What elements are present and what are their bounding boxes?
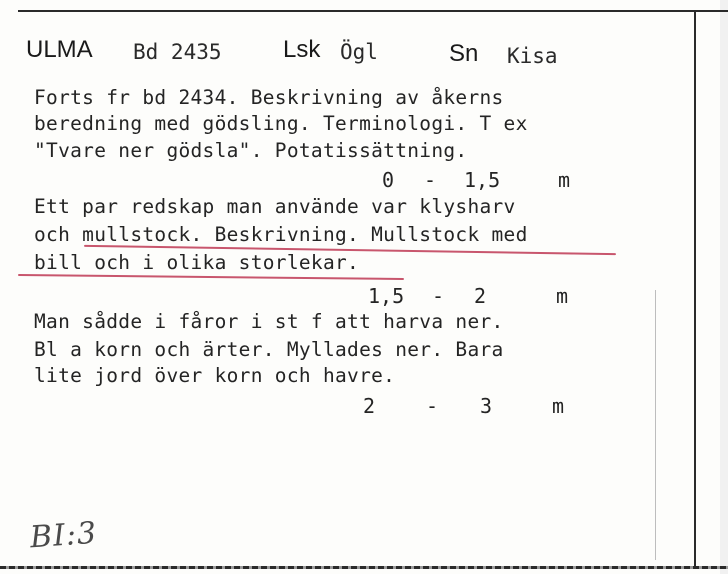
range-1-to: 1,5 [464, 168, 501, 192]
county-label: Lsk [283, 36, 321, 63]
range-3-from: 2 [363, 394, 376, 418]
parish-name: Kisa [507, 44, 558, 68]
range-3-dash: - [426, 394, 439, 418]
range-1-dash: - [424, 168, 437, 192]
archive-code: ULMA [26, 36, 93, 63]
text-line-9: lite jord över korn och havre. [34, 364, 396, 387]
right-border [694, 10, 696, 568]
text-line-1: Forts fr bd 2434. Beskrivning av åkerns [34, 86, 504, 109]
parish-label: Sn [449, 40, 479, 67]
bottom-border [0, 566, 728, 569]
text-line-8: Bl a korn och ärter. Myllades ner. Bara [34, 338, 504, 361]
range-3-to: 3 [480, 394, 493, 418]
text-line-6: bill och i olika storlekar. [34, 251, 360, 274]
handwritten-note: BI:3 [28, 515, 99, 556]
range-2-to: 2 [474, 284, 487, 308]
text-line-4: Ett par redskap man använde var klysharv [34, 195, 516, 218]
range-2-dash: - [432, 284, 445, 308]
range-1-from: 0 [382, 168, 395, 192]
county-value: Ögl [340, 40, 378, 64]
range-3-unit: m [552, 394, 565, 418]
text-line-7: Man sådde i fåror i st f att harva ner. [34, 310, 504, 333]
text-line-5: och mullstock. Beskrivning. Mullstock med [34, 223, 528, 246]
faint-vertical-line [655, 290, 656, 560]
range-2-unit: m [556, 284, 569, 308]
volume-number: Bd 2435 [133, 40, 222, 64]
range-1-unit: m [558, 168, 571, 192]
text-line-3: "Tvare ner gödsla". Potatissättning. [34, 139, 468, 162]
text-line-2: beredning med gödsling. Terminologi. T ex [34, 112, 528, 135]
range-2-from: 1,5 [368, 284, 405, 308]
card-edge [720, 0, 728, 574]
top-border [18, 10, 728, 12]
